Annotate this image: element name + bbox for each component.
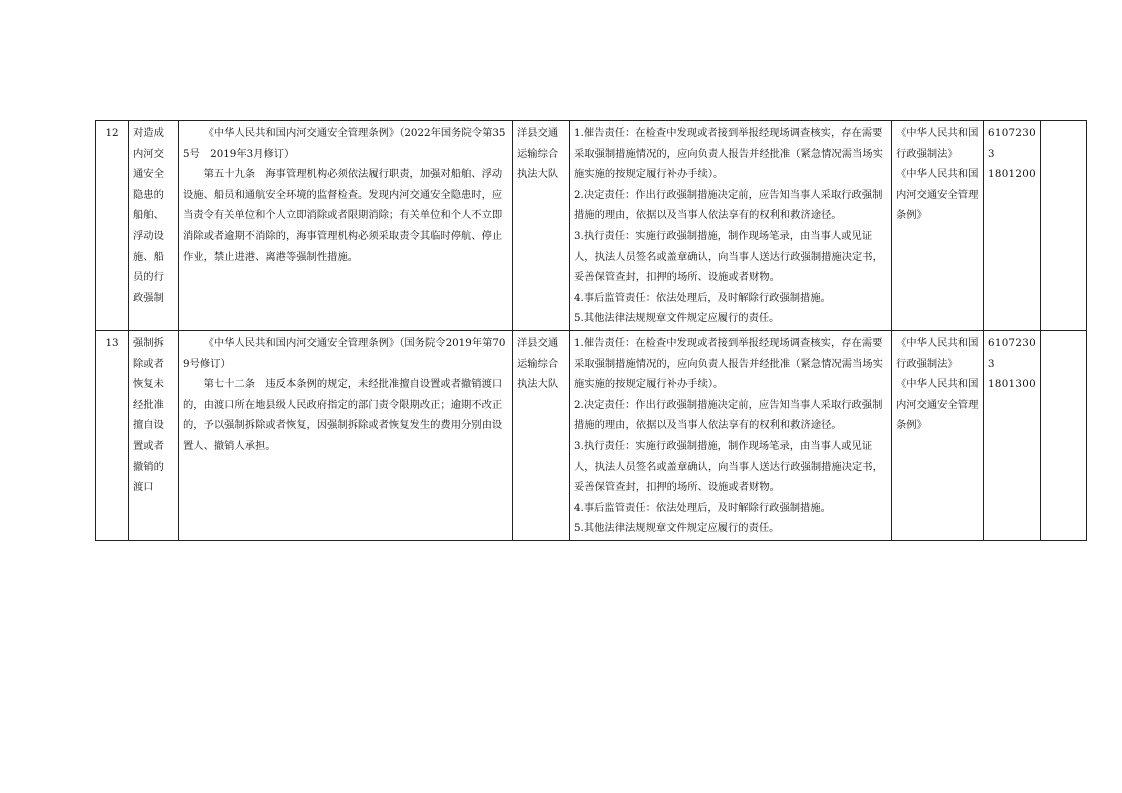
item-code-cell <box>984 121 1041 331</box>
item-code-part: 1801200 <box>988 168 1036 181</box>
remarks-cell <box>1041 330 1087 540</box>
item-code-part: 1801300 <box>988 378 1036 391</box>
power-list-table <box>95 120 1087 541</box>
basis-title: 《中华人民共和国内河交通安全管理条例》（国务院令2019年第709号修订） <box>183 336 506 370</box>
remarks-cell <box>1041 121 1087 331</box>
item-code-part: 61072303 <box>988 127 1036 160</box>
item-code-part: 61072303 <box>988 336 1036 370</box>
basis-title: 《中华人民共和国内河交通安全管理条例》（2022年国务院令第355号 2019年3月修订） <box>183 127 506 160</box>
law-reference: 《中华人民共和国内河交通安全管理条例》 <box>896 378 979 432</box>
law-reference-cell <box>892 121 984 331</box>
responsibility-item: 2.决定责任：作出行政强制措施决定前，应告知当事人采取行政强制措施的理由，依据以及当事人依法享有的权利和救济途径。 <box>574 188 883 222</box>
row-number: 13 <box>96 330 129 540</box>
responsibility-item: 4.事后监管责任：依法处理后，及时解除行政强制措施。 <box>574 501 831 514</box>
basis-article: 第五十九条 海事管理机构必须依法履行职责，加强对船舶、浮动设施、船员和通航安全环境的监督检查。发现内河交通安全隐患时，应当责令有关单位和个人立即消除或者限期消除；有关单位和个人不立即消除或者逾期不消除的，海事管理机构必须采取责令其临时停航、停止作业，禁止进港、离港等强制性措施。 <box>183 168 503 263</box>
law-reference-cell <box>892 330 984 540</box>
table-row <box>96 121 1087 331</box>
law-reference: 《中华人民共和国行政强制法》 <box>896 127 979 160</box>
item-code-cell <box>984 330 1041 540</box>
responsibility-cell <box>570 121 892 331</box>
law-reference: 《中华人民共和国内河交通安全管理条例》 <box>896 168 979 222</box>
legal-basis-cell <box>179 121 513 331</box>
implementing-department: 洋县交通运输综合执法大队 <box>513 330 570 540</box>
basis-article: 第七十二条 违反本条例的规定，未经批准擅自设置或者撤销渡口的，由渡口所在地县级人民政府指定的部门责令限期改正；逾期不改正的，予以强制拆除或者恢复，因强制拆除或者恢复发生的费用分别由设置人、撤销人承担。 <box>183 378 503 452</box>
item-name: 对造成内河交通安全隐患的船舶、浮动设施、船员的行政强制 <box>129 121 179 331</box>
table-row <box>96 330 1087 540</box>
responsibility-cell <box>570 330 892 540</box>
responsibility-item: 3.执行责任：实施行政强制措施，制作现场笔录，由当事人或见证人，执法人员签名或盖章确认，向当事人送达行政强制措施决定书，妥善保管查封，扣押的场所、设施或者财物。 <box>574 439 883 494</box>
responsibility-item: 1.催告责任：在检查中发现或者接到举报经现场调查核实，存在需要采取强制措施情况的，应向负责人报告并经批准（紧急情况需当场实施实施的按规定履行补办手续）。 <box>574 336 883 391</box>
responsibility-item: 1.催告责任：在检查中发现或者接到举报经现场调查核实，存在需要采取强制措施情况的，应向负责人报告并经批准（紧急情况需当场实施实施的按规定履行补办手续）。 <box>574 127 883 181</box>
row-number: 12 <box>96 121 129 331</box>
responsibility-item: 4.事后监管责任：依法处理后，及时解除行政强制措施。 <box>574 291 831 304</box>
legal-basis-cell <box>179 330 513 540</box>
responsibility-item: 5.其他法律法规规章文件规定应履行的责任。 <box>574 312 780 325</box>
item-name: 强制拆除或者恢复未经批准擅自设置或者撤销的渡口 <box>129 330 179 540</box>
implementing-department: 洋县交通运输综合执法大队 <box>513 121 570 331</box>
responsibility-item: 5.其他法律法规规章文件规定应履行的责任。 <box>574 522 780 535</box>
responsibility-item: 2.决定责任：作出行政强制措施决定前，应告知当事人采取行政强制措施的理由，依据以及当事人依法享有的权利和救济途径。 <box>574 398 883 432</box>
law-reference: 《中华人民共和国行政强制法》 <box>896 336 979 370</box>
responsibility-item: 3.执行责任：实施行政强制措施，制作现场笔录，由当事人或见证人，执法人员签名或盖章确认，向当事人送达行政强制措施决定书，妥善保管查封，扣押的场所、设施或者财物。 <box>574 229 883 284</box>
